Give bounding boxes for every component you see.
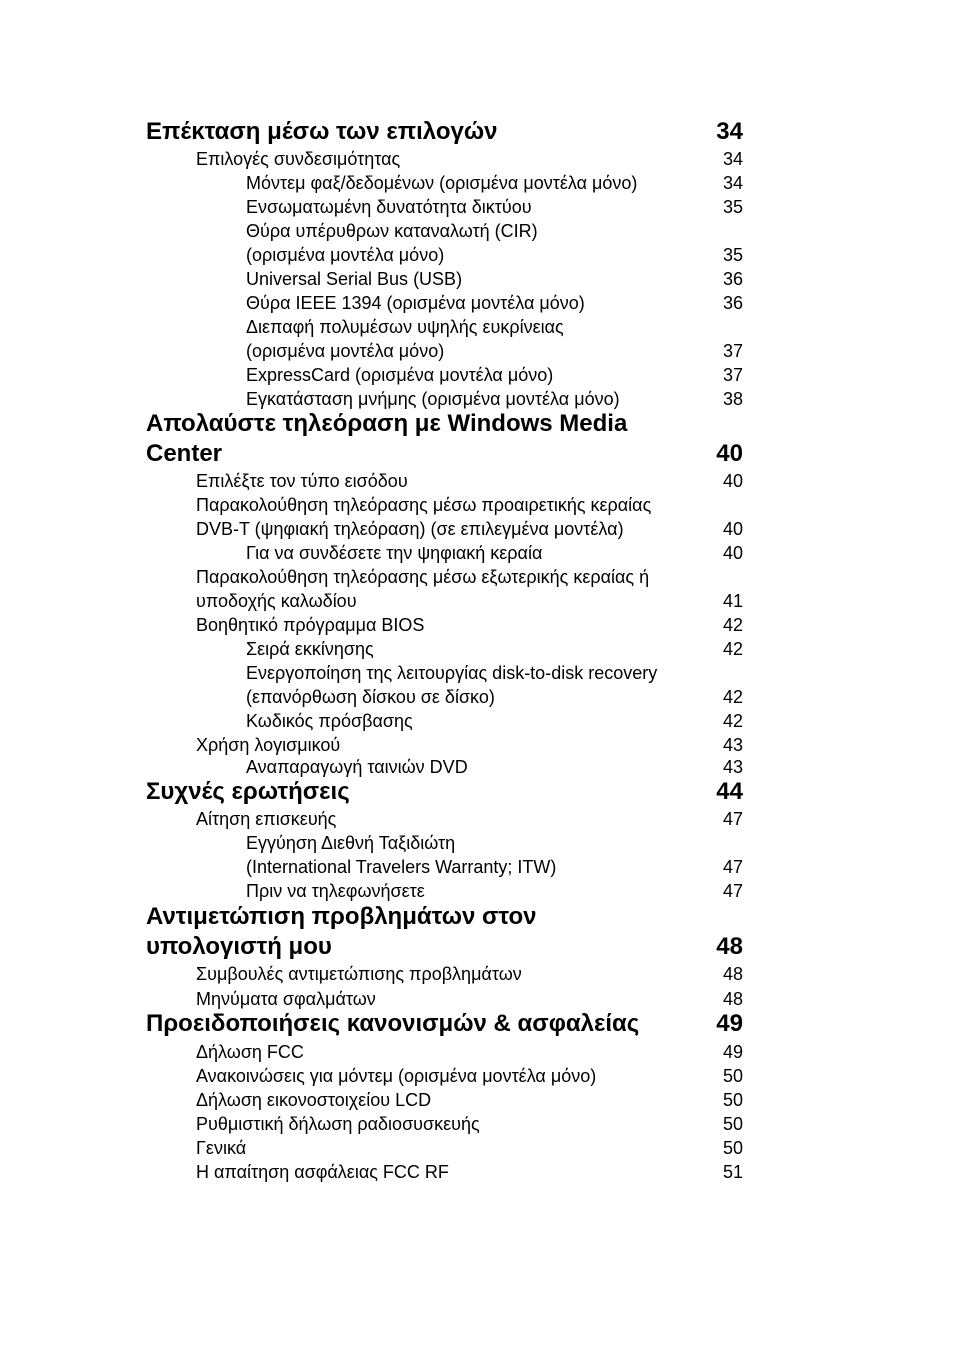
page-number: 43: [722, 735, 743, 755]
page-number: 35: [722, 245, 743, 265]
entry-title: Δήλωση εικονοστοιχείου LCD: [196, 1090, 432, 1110]
entry-title: ExpressCard (ορισμένα μοντέλα μόνο): [246, 365, 554, 385]
page-number: 40: [716, 440, 743, 467]
page-number: 38: [722, 389, 743, 409]
entry-title: (International Travelers Warranty; ITW): [246, 857, 557, 877]
entry-title: Αίτηση επισκευής: [196, 809, 337, 829]
page-number: 44: [716, 778, 743, 805]
entry-title: Κωδικός πρόσβασης: [246, 711, 413, 731]
chapter-title: Προειδοποιήσεις κανονισμών & ασφαλείας: [146, 1010, 640, 1037]
entry-title: υποδοχής καλωδίου: [196, 591, 357, 611]
page-number: 43: [722, 757, 743, 777]
page-number: 48: [722, 964, 743, 984]
entry-title: Επιλέξτε τον τύπο εισόδου: [196, 471, 408, 491]
page-number: 48: [716, 933, 743, 960]
entry-title: Πριν να τηλεφωνήσετε: [246, 881, 425, 901]
page-number: 35: [722, 197, 743, 217]
page-number: 36: [722, 269, 743, 289]
chapter-title: Επέκταση μέσω των επιλογών: [146, 118, 498, 145]
entry-title: Παρακολούθηση τηλεόρασης μέσω εξωτερικής κεραίας ή: [196, 567, 650, 587]
entry-title: Αναπαραγωγή ταινιών DVD: [246, 757, 468, 777]
entry-title: Μηνύματα σφαλμάτων: [196, 989, 376, 1009]
page-number: 47: [722, 857, 743, 877]
entry-title: Δήλωση FCC: [196, 1042, 304, 1062]
chapter-title: Center: [146, 440, 223, 467]
entry-title: Ενεργοποίηση της λειτουργίας disk-to-disk recovery: [246, 663, 658, 683]
page-number: 42: [722, 639, 743, 659]
page-number: 50: [722, 1138, 743, 1158]
entry-title: Universal Serial Bus (USB): [246, 269, 463, 289]
page-number: 42: [722, 687, 743, 707]
entry-title: Για να συνδέσετε την ψηφιακή κεραία: [246, 543, 543, 563]
chapter-title: Απολαύστε τηλεόραση με Windows Media: [146, 410, 628, 437]
page-number: 34: [722, 149, 743, 169]
page-number: 51: [722, 1162, 743, 1182]
entry-title: Εγγύηση Διεθνή Ταξιδιώτη: [246, 833, 456, 853]
entry-title: Συμβουλές αντιμετώπισης προβλημάτων: [196, 964, 522, 984]
entry-title: Χρήση λογισμικού: [196, 735, 341, 755]
chapter-title: Αντιμετώπιση προβλημάτων στον: [146, 903, 537, 930]
page-number: 37: [722, 341, 743, 361]
entry-title: Μόντεμ φαξ/δεδομένων (ορισμένα μοντέλα μόνο): [246, 173, 638, 193]
page-number: 49: [722, 1042, 743, 1062]
entry-title: Διεπαφή πολυμέσων υψηλής ευκρίνειας: [246, 317, 564, 337]
page-number: 40: [722, 471, 743, 491]
entry-title: Ενσωματωμένη δυνατότητα δικτύου: [246, 197, 532, 217]
entry-title: Εγκατάσταση μνήμης (ορισμένα μοντέλα μόνο): [246, 389, 620, 409]
entry-title: Θύρα IEEE 1394 (ορισμένα μοντέλα μόνο): [246, 293, 585, 313]
page-number: 36: [722, 293, 743, 313]
page-number: 40: [722, 519, 743, 539]
page-number: 49: [716, 1010, 743, 1037]
page-number: 34: [716, 118, 743, 145]
page-number: 50: [722, 1114, 743, 1134]
entry-title: Γενικά: [196, 1138, 247, 1158]
page-number: 42: [722, 615, 743, 635]
entry-title: Βοηθητικό πρόγραμμα BIOS: [196, 615, 425, 635]
entry-title: Ρυθμιστική δήλωση ραδιοσυσκευής: [196, 1114, 480, 1134]
page-number: 48: [722, 989, 743, 1009]
page-number: 50: [722, 1090, 743, 1110]
entry-title: Η απαίτηση ασφάλειας FCC RF: [196, 1162, 449, 1182]
page-number: 42: [722, 711, 743, 731]
entry-title: Επιλογές συνδεσιμότητας: [196, 149, 401, 169]
page-number: 37: [722, 365, 743, 385]
chapter-title: Συχνές ερωτήσεις: [146, 778, 350, 805]
page-number: 40: [722, 543, 743, 563]
page-number: 41: [722, 591, 743, 611]
entry-title: (επανόρθωση δίσκου σε δίσκο): [246, 687, 495, 707]
chapter-title: υπολογιστή μου: [146, 933, 332, 960]
entry-title: (ορισμένα μοντέλα μόνο): [246, 341, 445, 361]
entry-title: Παρακολούθηση τηλεόρασης μέσω προαιρετικής κεραίας: [196, 495, 652, 515]
page-number: 47: [722, 809, 743, 829]
entry-title: Σειρά εκκίνησης: [246, 639, 374, 659]
entry-title: DVB-T (ψηφιακή τηλεόραση) (σε επιλεγμένα μοντέλα): [196, 519, 624, 539]
page-number: 50: [722, 1066, 743, 1086]
entry-title: Θύρα υπέρυθρων καταναλωτή (CIR): [246, 221, 538, 241]
entry-title: Ανακοινώσεις για μόντεμ (ορισμένα μοντέλα μόνο): [196, 1066, 597, 1086]
page-number: 34: [722, 173, 743, 193]
page-number: 47: [722, 881, 743, 901]
entry-title: (ορισμένα μοντέλα μόνο): [246, 245, 445, 265]
